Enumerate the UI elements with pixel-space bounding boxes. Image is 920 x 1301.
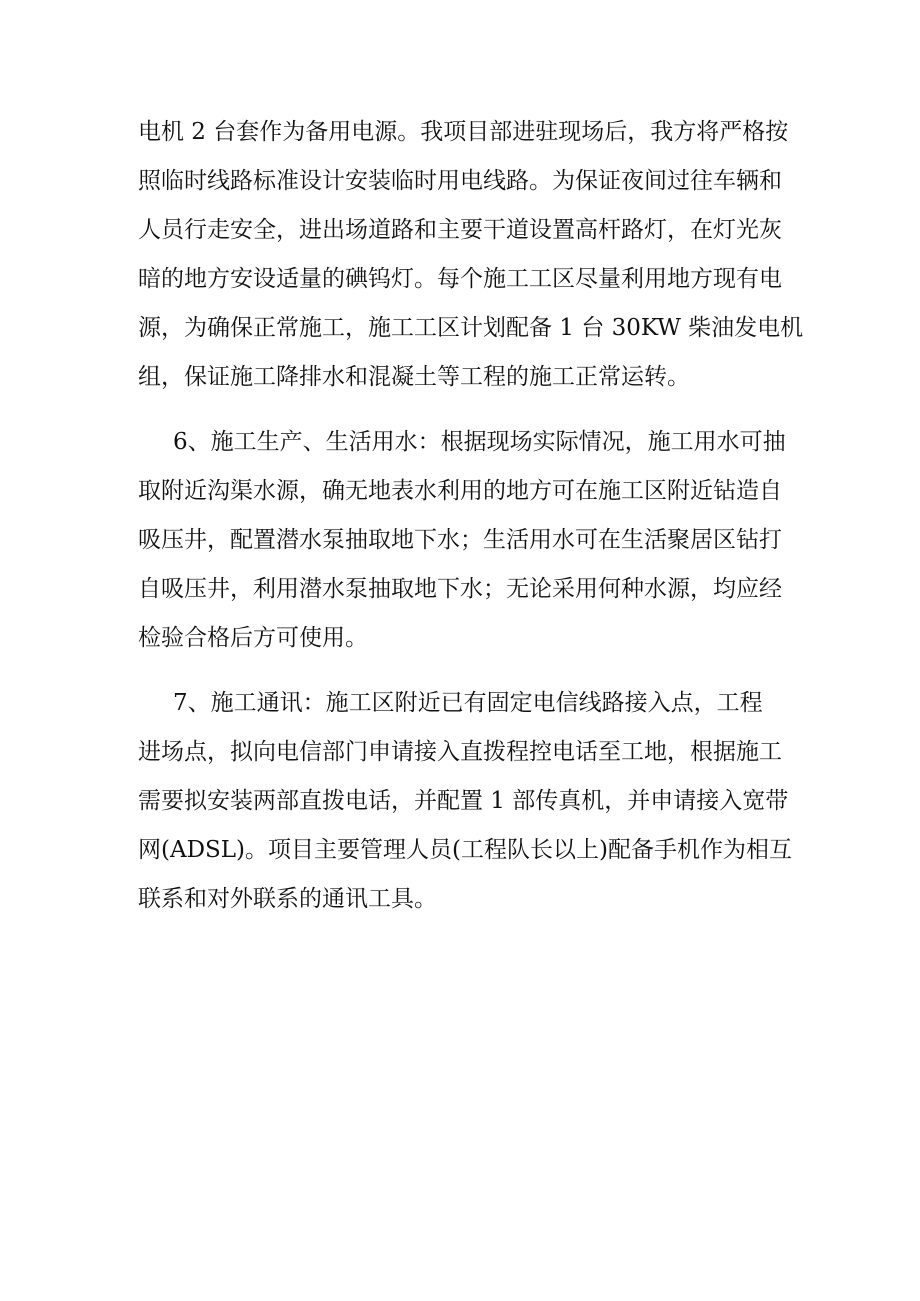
text-line: 吸压井，配置潜水泵抽取地下水；生活用水可在生活聚居区钻打 [138, 527, 782, 553]
paragraph-communications [138, 679, 792, 924]
text-line: 需要拟安装两部直拨电话，并配置 1 部传真机，并申请接入宽带 [138, 788, 789, 814]
paragraph-gap [138, 402, 788, 418]
text-line: 暗的地方安设适量的碘钨灯。每个施工工区尽量利用地方现有电 [138, 266, 782, 292]
text-line: 网(ADSL)。项目主要管理人员(工程队长以上)配备手机作为相互 [138, 837, 792, 863]
text-line: 自吸压井，利用潜水泵抽取地下水；无论采用何种水源，均应经 [138, 576, 782, 602]
text-line: 组，保证施工降排水和混凝土等工程的施工正常运转。 [138, 364, 690, 390]
text-line: 检验合格后方可使用。 [138, 625, 368, 651]
text-line: 电机 2 台套作为备用电源。我项目部进驻现场后，我方将严格按 [138, 119, 789, 145]
text-line: 取附近沟渠水源，确无地表水利用的地方可在施工区附近钻造自 [138, 478, 782, 504]
text-line: 源，为确保正常施工，施工工区计划配备 1 台 30KW 柴油发电机 [138, 315, 804, 341]
text-line: 联系和对外联系的通讯工具。 [138, 886, 437, 912]
text-line: 照临时线路标准设计安装临时用电线路。为保证夜间过往车辆和 [138, 168, 782, 194]
text-line: 人员行走安全，进出场道路和主要干道设置高杆路灯，在灯光灰 [138, 217, 782, 243]
text-line: 进场点，拟向电信部门申请接入直拨程控电话至工地，根据施工 [138, 739, 782, 765]
text-line: 6、施工生产、生活用水：根据现场实际情况，施工用水可抽 [173, 429, 786, 455]
paragraph-gap [138, 663, 788, 679]
text-line: 7、施工通讯：施工区附近已有固定电信线路接入点，工程 [173, 690, 763, 716]
paragraph-water-supply [138, 418, 788, 663]
document-body [138, 108, 804, 924]
paragraph-power-supply [138, 108, 804, 402]
